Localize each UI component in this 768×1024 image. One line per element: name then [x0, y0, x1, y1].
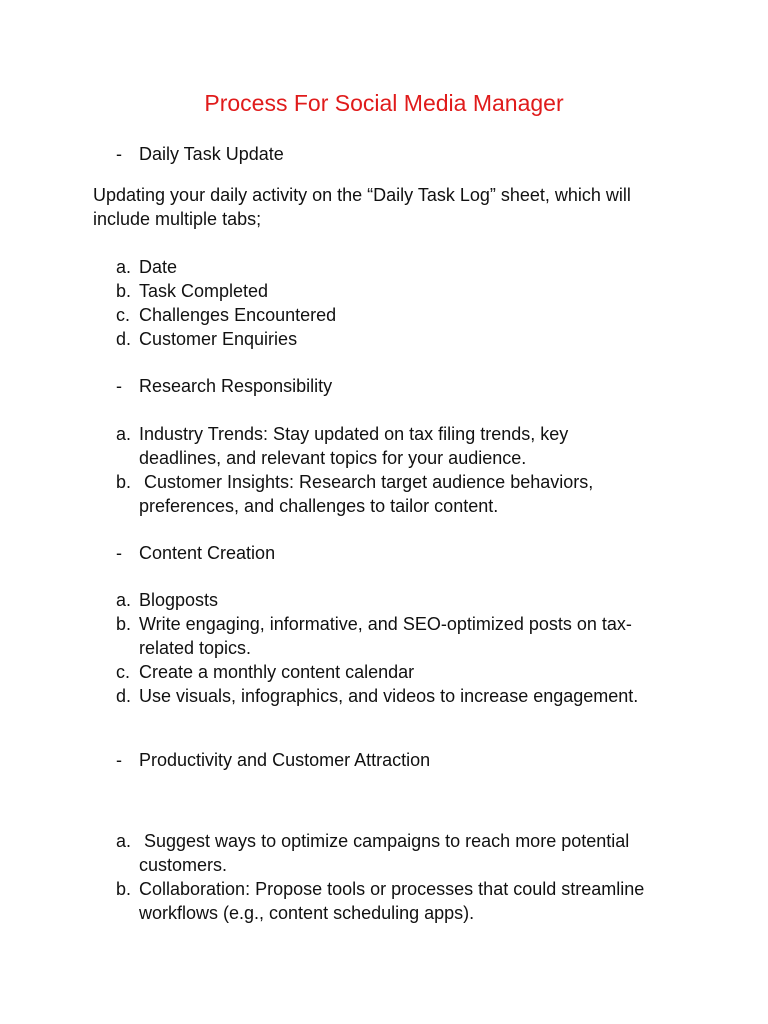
- list-item-continuation: customers.: [139, 855, 228, 875]
- list-marker: a.: [116, 831, 132, 851]
- list-item: Challenges Encountered: [139, 305, 337, 325]
- list-item-continuation: preferences, and challenges to tailor content.: [139, 496, 499, 516]
- list-marker: b.: [116, 879, 132, 899]
- list-item: Create a monthly content calendar: [139, 662, 415, 682]
- section-dash: -: [116, 543, 122, 563]
- section-dash: -: [116, 144, 122, 164]
- section-heading-content-creation: Content Creation: [139, 543, 276, 563]
- list-item: Industry Trends: Stay updated on tax filing trends, key: [139, 424, 569, 444]
- list-marker: b.: [116, 281, 132, 301]
- section-heading-productivity: Productivity and Customer Attraction: [139, 750, 431, 770]
- list-item: Use visuals, infographics, and videos to increase engagement.: [139, 686, 639, 706]
- list-marker: a.: [116, 257, 132, 277]
- list-marker: d.: [116, 329, 132, 349]
- list-item: Suggest ways to optimize campaigns to reach more potential: [139, 831, 630, 851]
- list-marker: c.: [116, 662, 131, 682]
- list-item-continuation: deadlines, and relevant topics for your audience.: [139, 448, 527, 468]
- list-item: Task Completed: [139, 281, 269, 301]
- list-marker: d.: [116, 686, 132, 706]
- list-item: Date: [139, 257, 178, 277]
- list-item: Collaboration: Propose tools or processes that could streamline: [139, 879, 645, 899]
- section-heading-research-responsibility: Research Responsibility: [139, 376, 333, 396]
- list-marker: c.: [116, 305, 131, 325]
- list-marker: a.: [116, 424, 132, 444]
- section-dash: -: [116, 376, 122, 396]
- list-item: Blogposts: [139, 590, 219, 610]
- list-marker: b.: [116, 472, 132, 492]
- list-marker: a.: [116, 590, 132, 610]
- section-dash: -: [116, 750, 122, 770]
- list-item: Write engaging, informative, and SEO-optimized posts on tax-: [139, 614, 632, 634]
- document-title: Process For Social Media Manager: [204, 90, 564, 116]
- list-item: Customer Enquiries: [139, 329, 298, 349]
- paragraph-line: include multiple tabs;: [93, 209, 262, 229]
- list-item-continuation: related topics.: [139, 638, 252, 658]
- list-item-continuation: workflows (e.g., content scheduling apps).: [139, 903, 475, 923]
- section-heading-daily-task-update: Daily Task Update: [139, 144, 284, 164]
- list-marker: b.: [116, 614, 132, 634]
- list-item: Customer Insights: Research target audience behaviors,: [139, 472, 594, 492]
- paragraph-line: Updating your daily activity on the “Daily Task Log” sheet, which will: [93, 185, 631, 205]
